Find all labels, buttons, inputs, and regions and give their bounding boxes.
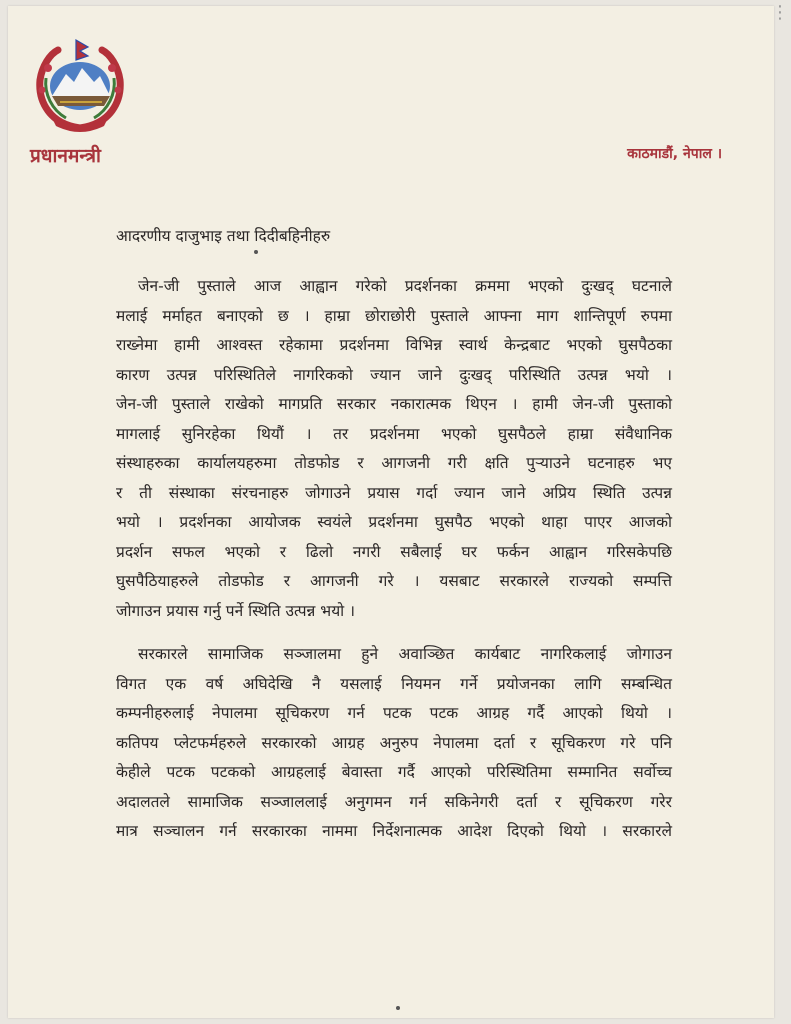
text-line: मलाई मर्माहत बनाएको छ । हाम्रा छोराछोरी पुस्ताले आफ्ना माग शान्तिपूर्ण रुपमा (116, 306, 672, 325)
text-line: प्रदर्शन सफल भएको र ढिलो नगरी सबैलाई घर फर्कन आह्वान गरिसकेपछि (116, 542, 672, 561)
text-line: घुसपैठियाहरुले तोडफोड र आगजनी गरे । यसबाट सरकारले राज्यको सम्पत्ति (116, 572, 672, 590)
salutation: आदरणीय दाजुभाइ तथा दिदीबहिनीहरु (116, 227, 331, 245)
text-line: कम्पनीहरुलाई नेपालमा सूचिकरण गर्न पटक पटक आग्रह गर्दै आएको थियो । (116, 704, 672, 722)
text-line: कारण उत्पन्न परिस्थितिले नागरिकको ज्यान जाने दुःखद् परिस्थिति उत्पन्न भयो । (116, 365, 672, 384)
text-line: जोगाउन प्रयास गर्नु पर्ने स्थिति उत्पन्न भयो । (116, 601, 355, 620)
paper-speck (396, 1006, 400, 1010)
text-line: र ती संस्थाका संरचनाहरु जोगाउने प्रयास गर्दा ज्यान जाने अप्रिय स्थिति उत्पन्न (116, 483, 672, 502)
text-line: संस्थाहरुका कार्यालयहरुमा तोडफोड र आगजनी गरी क्षति पुऱ्याउने घटनाहरु भए (116, 454, 672, 472)
text-line: अदालतले सामाजिक सञ्जाललाई अनुगमन गर्न सकिनेगरी दर्ता र सूचिकरण गरेर (116, 792, 672, 811)
office-name: प्रधानमन्त्री (30, 145, 101, 167)
text-line: विगत एक वर्ष अघिदेखि नै यसलाई नियमन गर्ने प्रयोजनका लागि सम्बन्धित (116, 674, 672, 693)
text-line: जेन-जी पुस्ताले आज आह्वान गरेको प्रदर्शनका क्रममा भएको दुःखद् घटनाले (138, 277, 672, 295)
paragraph (116, 272, 672, 626)
nepal-coat-of-arms-icon (30, 38, 130, 134)
text-line: कतिपय प्लेटफर्महरुले सरकारको आग्रह अनुरुप नेपालमा दर्ता र सूचिकरण गरे पनि (116, 733, 672, 752)
text-line: मागलाई सुनिरहेका थियौं । तर प्रदर्शनमा भएको घुसपैठले हाम्रा संवैधानिक (116, 424, 672, 443)
text-line: मात्र सञ्चालन गर्न सरकारका नाममा निर्देशनात्मक आदेश दिएको थियो । सरकारले (116, 822, 672, 840)
letter-body (116, 272, 672, 847)
letter-page (8, 6, 774, 1018)
text-line: केहीले पटक पटकको आग्रहलाई बेवास्ता गर्दै आएको परिस्थितिमा सम्मानित सर्वोच्च (116, 763, 672, 781)
place-label: काठमाडौं, नेपाल । (627, 146, 722, 162)
text-line: भयो । प्रदर्शनका आयोजक स्वयंले प्रदर्शनमा घुसपैठ भएको थाहा पाएर आजको (116, 513, 672, 531)
text-line: राख्नेमा हामी आश्वस्त रहेकामा प्रदर्शनमा विभिन्न स्वार्थ केन्द्रबाट भएको घुसपैठका (116, 336, 672, 354)
text-line: जेन-जी पुस्ताले राखेको मागप्रति सरकार नकारात्मक थिएन । हामी जेन-जी पुस्ताको (116, 395, 672, 413)
paper-speck (254, 250, 258, 254)
more-options-icon: ⋮ (771, 2, 789, 23)
paragraph (116, 640, 672, 847)
text-line: सरकारले सामाजिक सञ्जालमा हुने अवाञ्छित कार्यबाट नागरिकलाई जोगाउन (138, 645, 672, 663)
